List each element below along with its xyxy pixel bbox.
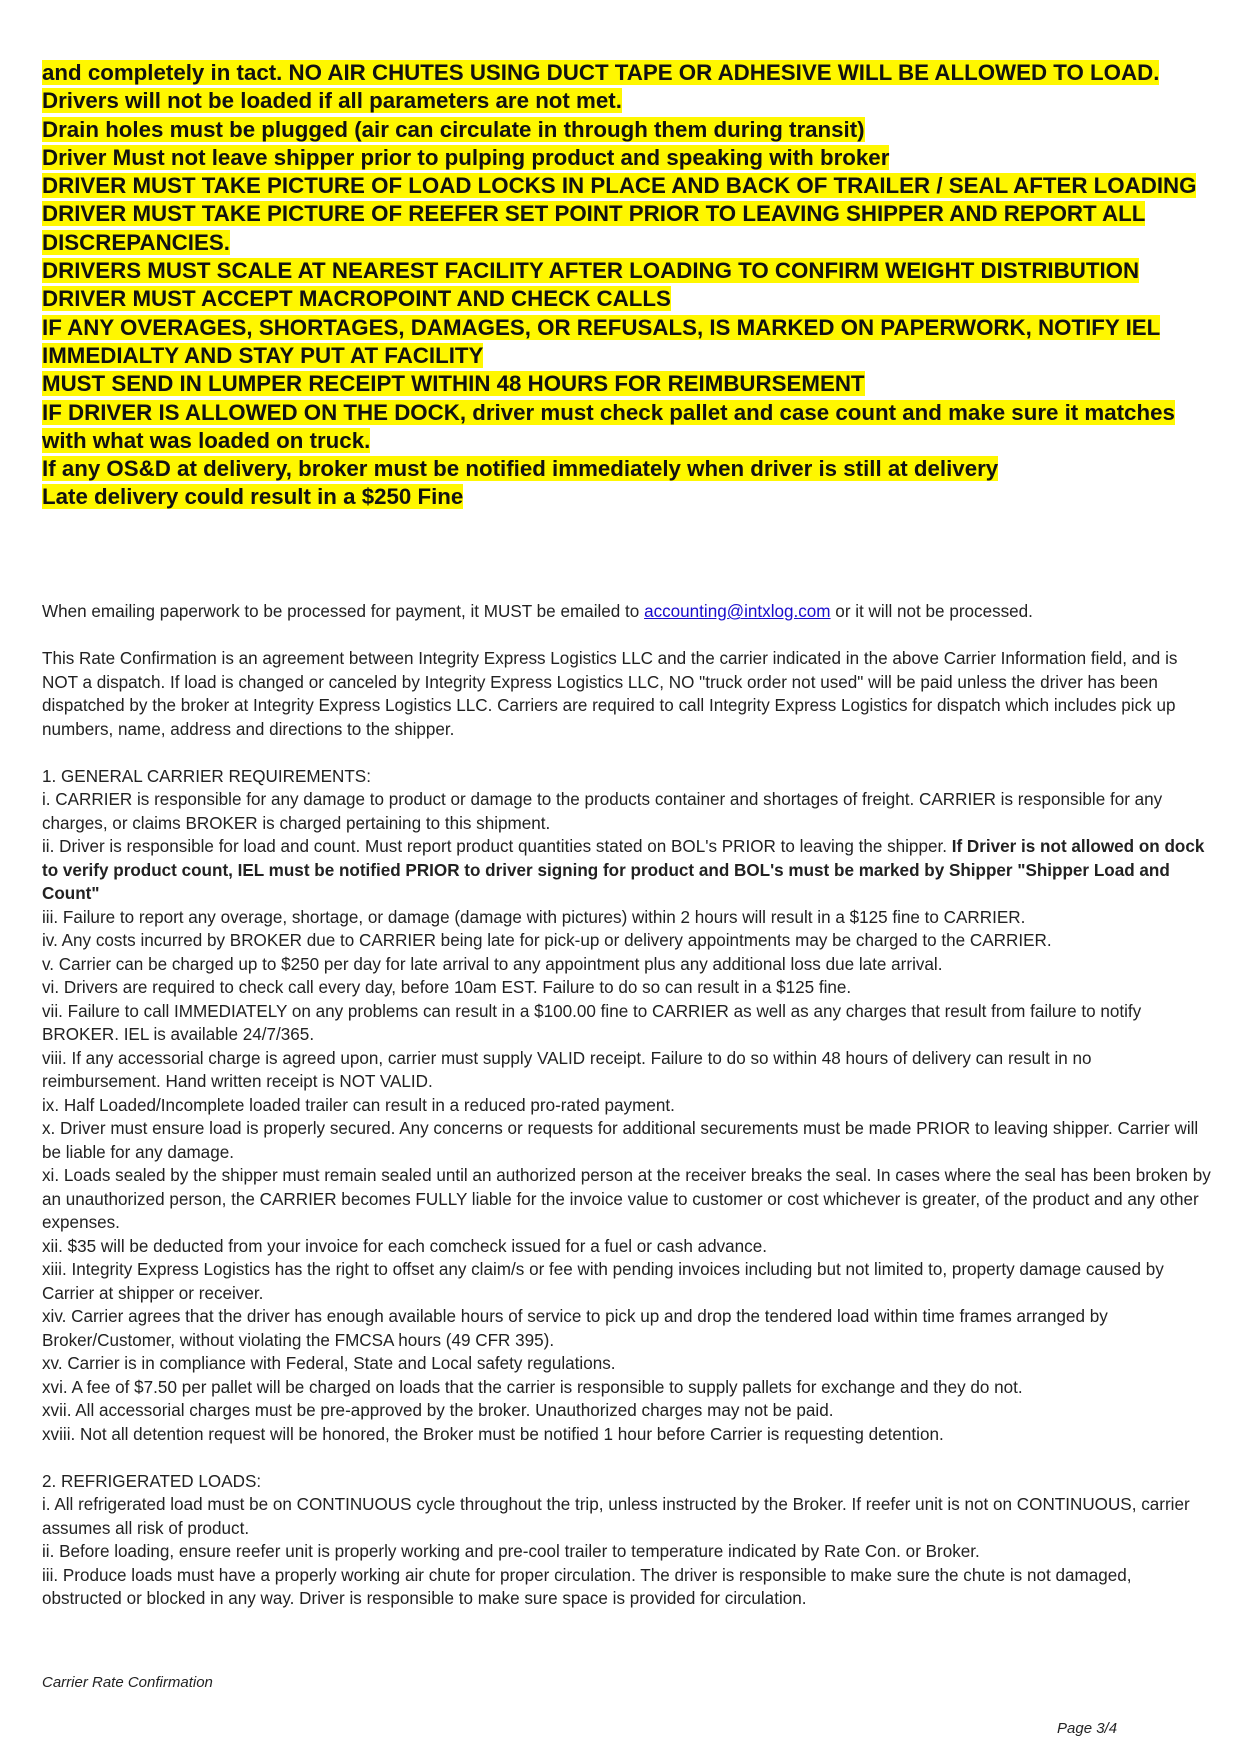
requirement-item: ii. Driver is responsible for load and count. Must report product quantities stated on BOL's PRIOR to leaving the shipper. If Driver is not allowed on dock to verify product count, IEL must be notified PRIOR to driver signing for product and BOL's must be marked by Shipper "Shipper Load and Count" xyxy=(42,837,1205,903)
requirement-item: viii. If any accessorial charge is agreed upon, carrier must supply VALID receipt. Failure to do so within 48 hours of delivery can result in no reimbursement. Hand written receipt is NOT VALID. xyxy=(42,1048,1092,1091)
requirement-item: i. CARRIER is responsible for any damage to product or damage to the products container and shortages of freight. CARRIER is responsible for any charges, or claims BROKER is charged pertaining to this shipment. xyxy=(42,790,1163,833)
requirement-item: vi. Drivers are required to check call every day, before 10am EST. Failure to do so can result in a $125 fine. xyxy=(42,978,852,997)
highlighted-driver-notes xyxy=(42,59,1212,512)
refrigerated-item: iii. Produce loads must have a properly working air chute for proper circulation. The driver is responsible to make sure the chute is not damaged, obstructed or blocked in any way. Driver is responsible to make sure space is provided for circulation. xyxy=(42,1565,1132,1608)
section2-heading: 2. REFRIGERATED LOADS: xyxy=(42,1471,262,1491)
footer-page-number: Page 3/4 xyxy=(1057,1720,1118,1737)
highlight-note: DRIVERS MUST SCALE AT NEAREST FACILITY AFTER LOADING TO CONFIRM WEIGHT DISTRIBUTION xyxy=(42,258,1140,284)
refrigerated-item: i. All refrigerated load must be on CONTINUOUS cycle throughout the trip, unless instructed by the Broker. If reefer unit is not on CONTINUOUS, carrier assumes all risk of product. xyxy=(42,1495,1190,1538)
requirement-item-emphasis: If Driver is not allowed on dock to verify product count, IEL must be notified PRIOR to driver signing for product and BOL's must be marked by Shipper "Shipper Load and Count" xyxy=(42,837,1205,903)
requirement-item: v. Carrier can be charged up to $250 per day for late arrival to any appointment plus any additional loss due late arrival. xyxy=(42,954,943,974)
highlight-note: and completely in tact. NO AIR CHUTES USING DUCT TAPE OR ADHESIVE WILL BE ALLOWED TO LOAD. xyxy=(42,60,1160,85)
agreement-paragraph: This Rate Confirmation is an agreement between Integrity Express Logistics LLC and the carrier indicated in the above Carrier Information field, and is NOT a dispatch. If load is changed or canceled by Integrity Express Logistics LLC, NO "truck order not used" will be paid unless the driver has been dispatched by the broker at Integrity Express Logistics LLC. Carriers are required to call Integrity Express Logistics for dispatch which includes pick up numbers, name, address and directions to the shipper. xyxy=(42,649,1178,739)
requirement-item: xvii. All accessorial charges must be pre-approved by the broker. Unauthorized charges may not be paid. xyxy=(42,1401,834,1420)
accounting-email-link[interactable]: accounting@intxlog.com xyxy=(644,602,831,621)
requirement-item: xi. Loads sealed by the shipper must remain sealed until an authorized person at the receiver breaks the seal. In cases where the seal has been broken by an unauthorized person, the CARRIER becomes FULLY liable for the invoice value to customer or cost whichever is greater, of the product and any other expenses. xyxy=(42,1166,1211,1232)
section1-heading: 1. GENERAL CARRIER REQUIREMENTS: xyxy=(42,766,371,786)
highlight-note: IF ANY OVERAGES, SHORTAGES, DAMAGES, OR REFUSALS, IS MARKED ON PAPERWORK, NOTIFY IEL IMMEDIALTY AND STAY PUT AT FACILITY xyxy=(42,314,1161,368)
highlight-note: If any OS&D at delivery, broker must be notified immediately when driver is still at delivery xyxy=(42,456,999,482)
highlight-note: IF DRIVER IS ALLOWED ON THE DOCK, driver must check pallet and case count and make sure it matches with what was loaded on truck. xyxy=(42,399,1175,453)
requirement-item: ix. Half Loaded/Incomplete loaded trailer can result in a reduced pro-rated payment. xyxy=(42,1095,675,1115)
requirement-item: vii. Failure to call IMMEDIATELY on any problems can result in a $100.00 fine to CARRIER as well as any charges that result from failure to notify BROKER. IEL is available 24/7/365. xyxy=(42,1001,1142,1044)
refrigerated-item: ii. Before loading, ensure reefer unit is properly working and pre-cool trailer to temperature indicated by Rate Con. or Broker. xyxy=(42,1542,980,1561)
requirement-item: x. Driver must ensure load is properly secured. Any concerns or requests for additional securements must be made PRIOR to leaving shipper. Carrier will be liable for any damage. xyxy=(42,1119,1199,1162)
footer-document-title: Carrier Rate Confirmation xyxy=(42,1674,213,1691)
requirement-item: xvi. A fee of $7.50 per pallet will be charged on loads that the carrier is responsible to supply pallets for exchange and they do not. xyxy=(42,1377,1023,1397)
requirement-item: xii. $35 will be deducted from your invoice for each comcheck issued for a fuel or cash advance. xyxy=(42,1236,767,1256)
requirement-item: xv. Carrier is in compliance with Federal, State and Local safety regulations. xyxy=(42,1354,616,1373)
highlight-note: DRIVER MUST ACCEPT MACROPOINT AND CHECK CALLS xyxy=(42,286,671,312)
requirement-item: iv. Any costs incurred by BROKER due to CARRIER being late for pick-up or delivery appointments may be charged to the CARRIER. xyxy=(42,931,1052,950)
terms-body xyxy=(42,600,1214,1611)
highlight-note: MUST SEND IN LUMPER RECEIPT WITHIN 48 HOURS FOR REIMBURSEMENT xyxy=(42,371,865,397)
requirement-item: iii. Failure to report any overage, shortage, or damage (damage with pictures) within 2 hours will result in a $125 fine to CARRIER. xyxy=(42,907,1026,927)
requirement-item: xiii. Integrity Express Logistics has the right to offset any claim/s or fee with pending invoices including but not limited to, property damage caused by Carrier at shipper or receiver. xyxy=(42,1260,1164,1303)
highlight-note: Late delivery could result in a $250 Fine xyxy=(42,484,464,510)
highlight-note: DRIVER MUST TAKE PICTURE OF REEFER SET POINT PRIOR TO LEAVING SHIPPER AND REPORT ALL DISCREPANCIES. xyxy=(42,201,1146,255)
requirement-item: xiv. Carrier agrees that the driver has enough available hours of service to pick up and drop the tendered load within time frames arranged by Broker/Customer, without violating the FMCSA hours (49 CFR 395). xyxy=(42,1307,1108,1350)
highlight-note: Driver Must not leave shipper prior to pulping product and speaking with broker xyxy=(42,144,890,170)
payment-note: When emailing paperwork to be processed for payment, it MUST be emailed to accounting@intxlog.com or it will not be processed. xyxy=(42,602,1033,621)
highlight-note: DRIVER MUST TAKE PICTURE OF LOAD LOCKS IN PLACE AND BACK OF TRAILER / SEAL AFTER LOADING xyxy=(42,173,1197,199)
highlight-note: Drain holes must be plugged (air can circulate in through them during transit) xyxy=(42,116,865,142)
requirement-item: xviii. Not all detention request will be honored, the Broker must be notified 1 hour before Carrier is requesting detention. xyxy=(42,1424,944,1444)
highlight-note: Drivers will not be loaded if all parameters are not met. xyxy=(42,88,622,114)
